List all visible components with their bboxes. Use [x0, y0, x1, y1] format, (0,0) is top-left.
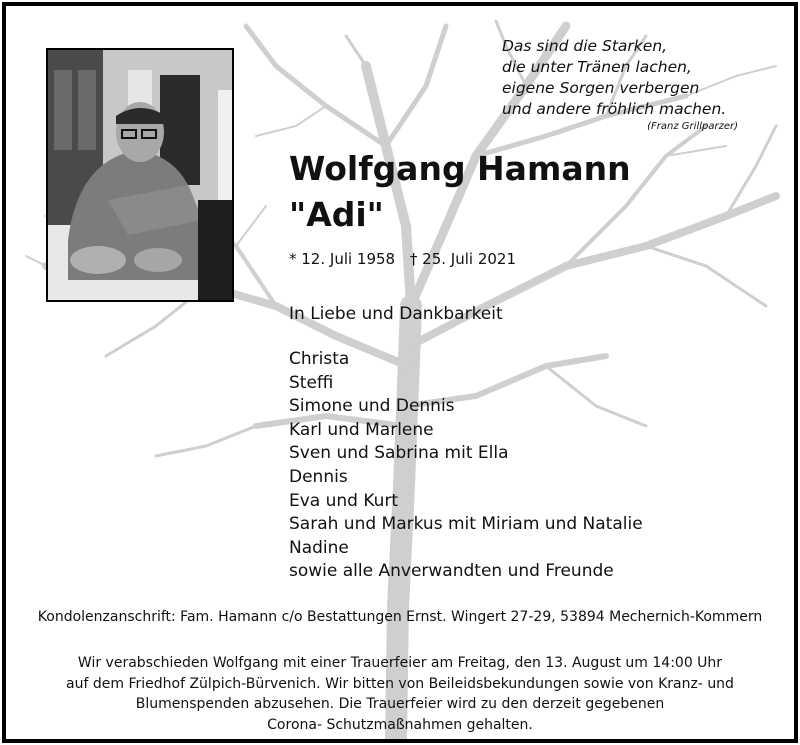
life-dates: [289, 250, 526, 268]
list-item: Steffi: [289, 372, 334, 393]
mourners-list: [289, 348, 643, 584]
quote-line: eigene Sorgen verbergen: [502, 79, 700, 97]
obituary-card: [2, 2, 798, 743]
list-item: Dennis: [289, 466, 348, 487]
portrait-photo: [46, 48, 234, 302]
list-item: sowie alle Anverwandten und Freunde: [289, 561, 614, 582]
quote-line: und andere fröhlich machen.: [502, 100, 727, 118]
notice-line: Wir verabschieden Wolfgang mit einer Trauerfeier am Freitag, den 13. August um 14:00 Uhr: [77, 655, 723, 671]
list-item: Sven und Sabrina mit Ella: [289, 443, 509, 464]
deceased-name: Wolfgang Hamann: [289, 149, 631, 188]
memorial-quote: [502, 36, 762, 134]
list-item: Eva und Kurt: [289, 490, 399, 511]
list-item: Christa: [289, 349, 350, 369]
funeral-notice: [46, 653, 754, 735]
deceased-nickname: "Adi": [289, 195, 384, 234]
list-item: Karl und Marlene: [289, 419, 434, 440]
list-item: Sarah und Markus mit Miriam und Natalie: [289, 514, 643, 535]
portrait-image: [48, 50, 232, 300]
dedication-line: In Liebe und Dankbarkeit: [289, 304, 503, 324]
list-item: Simone und Dennis: [289, 396, 455, 417]
quote-author: (Franz Grillparzer): [647, 121, 738, 132]
condolence-address: Kondolenzanschrift: Fam. Hamann c/o Bestattungen Ernst. Wingert 27-29, 53894 Mechernich-Kommern: [37, 609, 763, 625]
birth-date: * 12. Juli 1958: [289, 250, 396, 268]
list-item: Nadine: [289, 537, 349, 558]
notice-line: Blumenspenden abzusehen. Die Trauerfeier wird zu den derzeit gegebenen: [135, 696, 665, 712]
quote-line: Das sind die Starken,: [502, 37, 668, 55]
notice-line: Corona- Schutzmaßnahmen gehalten.: [267, 716, 533, 733]
death-date: † 25. Juli 2021: [409, 250, 516, 268]
quote-line: die unter Tränen lachen,: [502, 58, 692, 76]
notice-line: auf dem Friedhof Zülpich-Bürvenich. Wir bitten von Beileidsbekundungen sowie von Kranz- und: [66, 675, 734, 692]
